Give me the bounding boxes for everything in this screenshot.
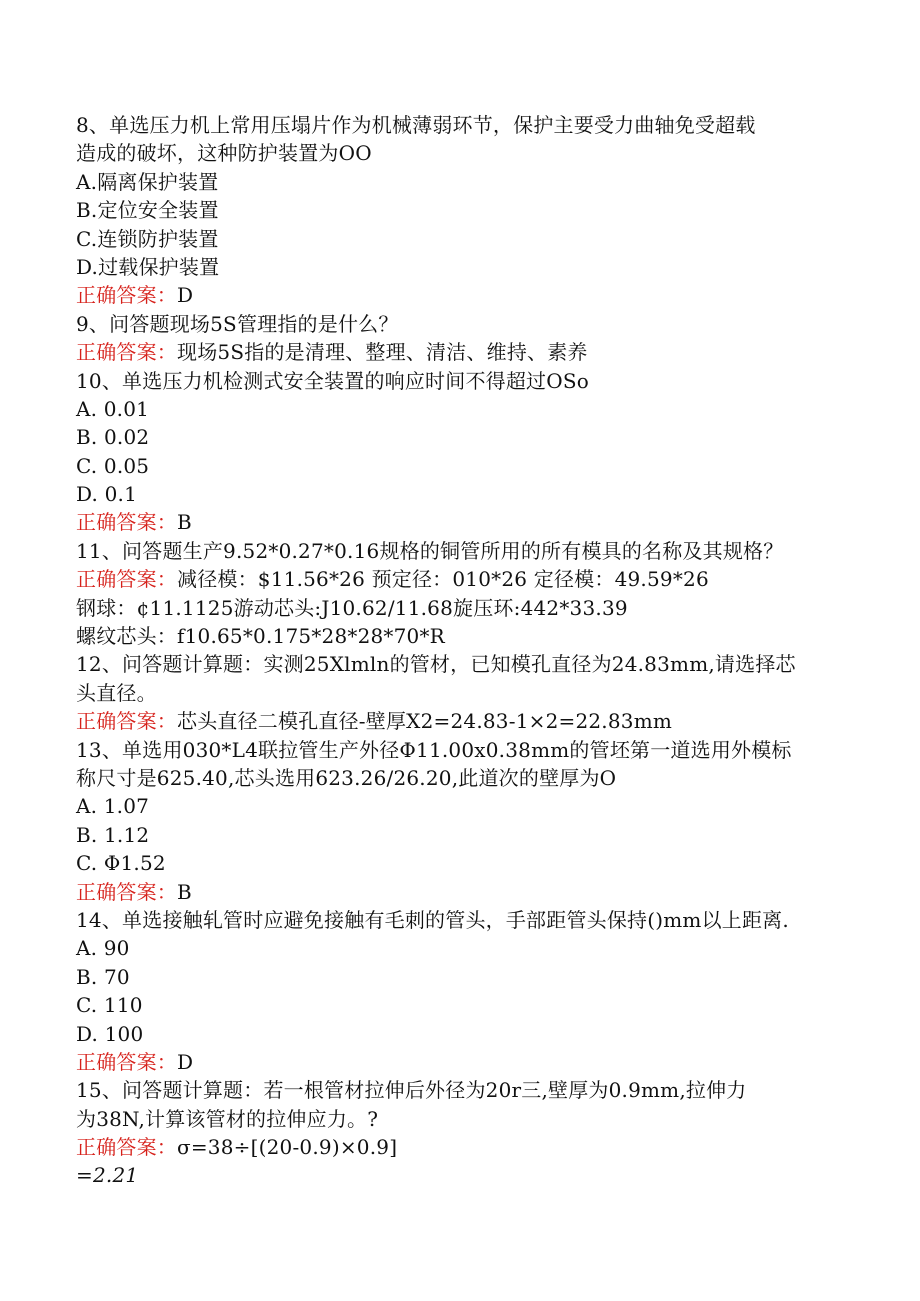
answer-label: 正确答案： xyxy=(76,709,177,734)
answer-line xyxy=(76,281,876,309)
text-line: 头直径。 xyxy=(76,680,157,705)
text-line: D. 100 xyxy=(76,1021,144,1046)
text-line: C. 110 xyxy=(76,993,143,1018)
answer-text: B xyxy=(177,510,192,535)
text-line: 9、问答题现场5S管理指的是什么？ xyxy=(76,311,399,336)
answer-label: 正确答案： xyxy=(76,879,177,904)
text-line: C. Φ1.52 xyxy=(76,851,166,876)
answer-label: 正确答案： xyxy=(76,1049,177,1074)
answer-line xyxy=(76,707,876,735)
answer-text: 现场5S指的是清理、整理、清洁、维持、素养 xyxy=(177,340,588,365)
text-line: 钢球：¢11.1125游动芯头:J10.62/11.68旋压环:442*33.39 xyxy=(76,595,628,620)
answer-line xyxy=(76,1133,876,1161)
answer-line xyxy=(76,338,876,366)
text-line: D. 0.1 xyxy=(76,482,138,507)
text-line: D.过载保护装置 xyxy=(76,254,220,279)
text-line: A.隔离保护装置 xyxy=(76,169,219,194)
answer-label: 正确答案： xyxy=(76,510,177,535)
answer-text: D xyxy=(177,283,194,308)
answer-line xyxy=(76,508,876,536)
answer-label: 正确答案： xyxy=(76,567,177,592)
text-line: B.定位安全装置 xyxy=(76,198,219,223)
answer-text: σ=38÷[(20-0.9)×0.9] xyxy=(177,1135,398,1160)
text-line: A. 90 xyxy=(76,936,130,961)
text-line: 15、问答题计算题：若一根管材拉伸后外径为20r三,壁厚为0.9mm,拉伸力 xyxy=(76,1078,747,1103)
text-line: 12、问答题计算题：实测25Xlmln的管材，已知模孔直径为24.83mm,请选择芯 xyxy=(76,652,796,677)
answer-text: 减径模：$11.56*26 预定径：010*26 定径模：49.59*26 xyxy=(177,567,709,592)
text-line: 10、单选压力机检测式安全装置的响应时间不得超过OSo xyxy=(76,368,589,393)
text-line: 为38N,计算该管材的拉伸应力。? xyxy=(76,1106,379,1131)
text-line: 8、单选压力机上常用压塌片作为机械薄弱环节，保护主要受力曲轴免受超载 xyxy=(76,113,756,137)
text-line: 称尺寸是625.40,芯头选用623.26/26.20,此道次的壁厚为O xyxy=(76,765,617,790)
document-page xyxy=(76,111,876,1190)
text-line: B. 0.02 xyxy=(76,425,150,450)
answer-line xyxy=(76,878,876,906)
answer-text: B xyxy=(177,879,192,904)
text-line: B. 70 xyxy=(76,964,130,989)
text-line: 13、单选用030*L4联拉管生产外径Φ11.00x0.38mm的管坯第一道选用外模标 xyxy=(76,737,792,762)
text-line: C. 0.05 xyxy=(76,453,150,478)
text-line: A. 1.07 xyxy=(76,794,150,819)
answer-line xyxy=(76,565,876,593)
answer-text: 芯头直径二模孔直径-壁厚X2=24.83-1×2=22.83mm xyxy=(177,709,673,734)
answer-label: 正确答案： xyxy=(76,340,177,365)
text-line: 11、问答题生产9.52*0.27*0.16规格的铜管所用的所有模具的名称及其规格？ xyxy=(76,538,784,563)
text-line: 螺纹芯头：f10.65*0.175*28*28*70*R xyxy=(76,624,445,649)
text-line: =2.21 xyxy=(76,1163,139,1188)
text-line: 造成的破坏，这种防护装置为OO xyxy=(76,141,372,166)
answer-line xyxy=(76,1048,876,1076)
answer-text: D xyxy=(177,1049,194,1074)
answer-label: 正确答案： xyxy=(76,1135,177,1160)
text-line: C.连锁防护装置 xyxy=(76,226,219,251)
text-line: A. 0.01 xyxy=(76,396,150,421)
text-line: B. 1.12 xyxy=(76,822,150,847)
text-line: 14、单选接触轧管时应避免接触有毛刺的管头，手部距管头保持()mm以上距离. xyxy=(76,907,789,932)
answer-label: 正确答案： xyxy=(76,283,177,308)
